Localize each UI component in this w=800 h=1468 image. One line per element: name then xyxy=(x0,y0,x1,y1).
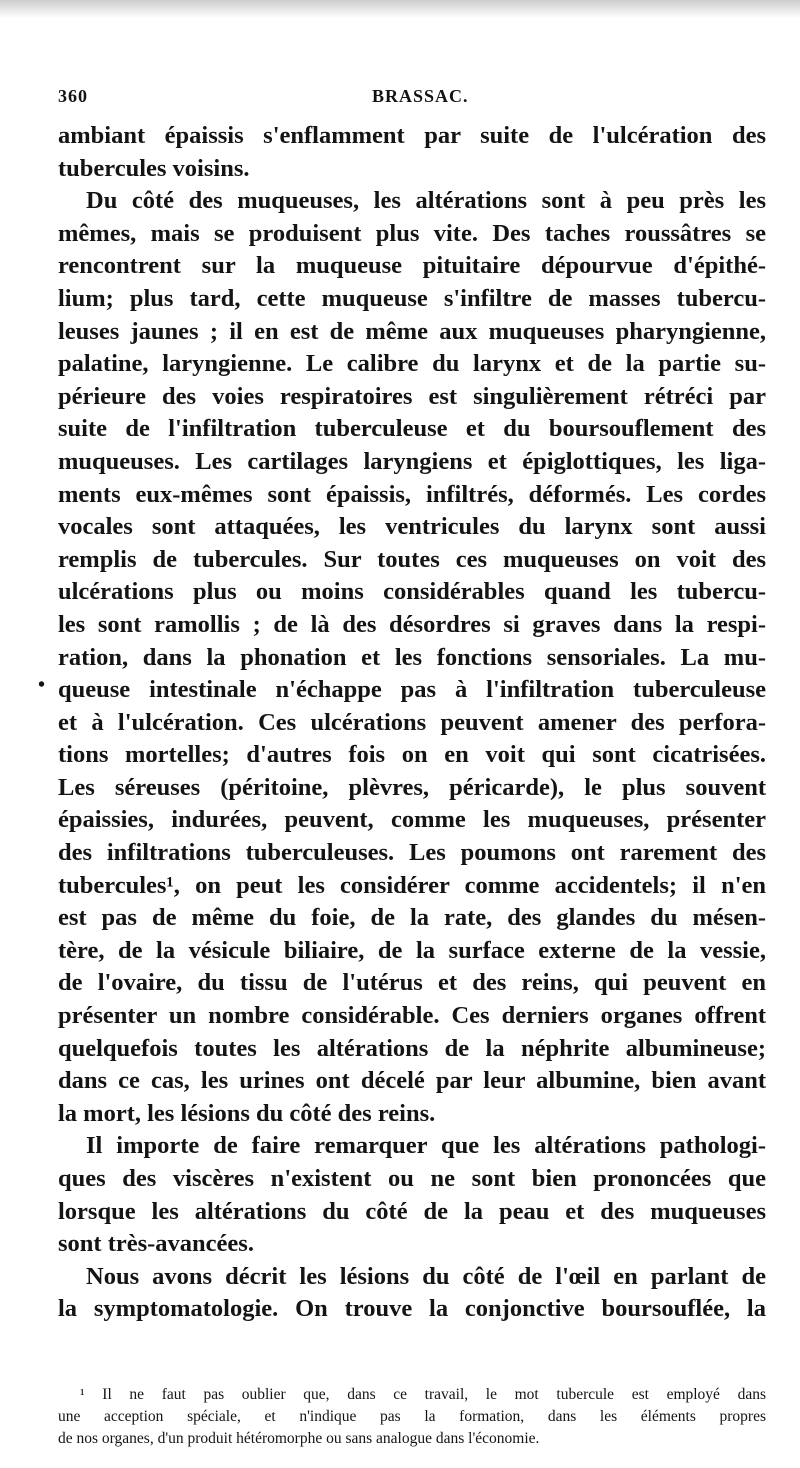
text-line: vocales sont attaquées, les ventricules du larynx sont aussi xyxy=(58,513,766,541)
footnote-line: une acception spéciale, et n'indique pas la formation, dans les éléments propres xyxy=(58,1408,766,1425)
text-line: présenter un nombre considérable. Ces derniers organes offrent xyxy=(58,1002,766,1030)
text-line: Les séreuses (péritoine, plèvres, péricarde), le plus souvent xyxy=(58,773,766,801)
footnote-line: de nos organes, d'un produit hétéromorphe ou sans analogue dans l'économie. xyxy=(58,1430,540,1447)
body-text xyxy=(58,120,766,1326)
text-line: ambiant épaissis s'enflamment par suite de l'ulcération des xyxy=(58,122,766,149)
text-line: mêmes, mais se produisent plus vite. Des taches roussâtres se xyxy=(58,219,766,247)
text-line: leuses jaunes ; il en est de même aux muqueuses pharyngienne, xyxy=(58,317,766,345)
text-line: les sont ramollis ; de là des désordres si graves dans la respi- xyxy=(58,610,766,638)
text-line: ques des viscères n'existent ou ne sont bien prononcées que xyxy=(58,1165,766,1192)
text-line: des infiltrations tuberculeuses. Les poumons ont rarement des xyxy=(58,839,766,867)
text-line: palatine, laryngienne. Le calibre du larynx et de la partie su- xyxy=(58,350,766,378)
text-line: remplis de tubercules. Sur toutes ces muqueuses on voit des xyxy=(58,545,766,573)
text-line: périeure des voies respiratoires est singulièrement rétréci par xyxy=(58,382,766,410)
text-line: ments eux-mêmes sont épaissis, infiltrés, déformés. Les cordes xyxy=(58,480,766,508)
text-line: tions mortelles; d'autres fois on en voit qui sont cicatrisées. xyxy=(58,741,766,769)
text-line: ulcérations plus ou moins considérables quand les tubercu- xyxy=(58,578,766,606)
text-line: de l'ovaire, du tissu de l'utérus et des reins, qui peuvent en xyxy=(58,969,766,997)
text-line: quelquefois toutes les altérations de la néphrite albumineuse; xyxy=(58,1034,766,1062)
text-line: la symptomatologie. On trouve la conjonctive boursouflée, la xyxy=(58,1295,766,1323)
text-line: la mort, les lésions du côté des reins. xyxy=(58,1099,436,1127)
footnotes xyxy=(58,1384,766,1450)
running-head: BRASSAC. xyxy=(372,86,469,106)
text-line: lium; plus tard, cette muqueuse s'infiltre de masses tubercu- xyxy=(58,284,766,312)
text-line: queuse intestinale n'échappe pas à l'infiltration tuberculeuse xyxy=(58,676,766,704)
text-line: sont très-avancées. xyxy=(58,1230,254,1258)
text-line: est pas de même du foie, de la rate, des glandes du mésen- xyxy=(58,904,766,932)
text-line: et à l'ulcération. Ces ulcérations peuvent amener des perfora- xyxy=(58,708,766,736)
margin-mark: • xyxy=(38,674,46,696)
footnote-line: ¹ Il ne faut pas oublier que, dans ce travail, le mot tubercule est employé dans xyxy=(80,1386,766,1403)
text-line: suite de l'infiltration tuberculeuse et du boursouflement des xyxy=(58,415,766,443)
text-line: tubercules¹, on peut les considérer comme accidentels; il n'en xyxy=(58,871,766,899)
scan-shadow xyxy=(0,0,800,18)
page-number: 360 xyxy=(58,86,88,106)
text-line: tubercules voisins. xyxy=(58,154,250,182)
text-line: Du côté des muqueuses, les altérations sont à peu près les xyxy=(86,187,766,215)
text-line: muqueuses. Les cartilages laryngiens et épiglottiques, les liga- xyxy=(58,447,766,475)
page-header xyxy=(58,86,758,112)
text-line: lorsque les altérations du côté de la peau et des muqueuses xyxy=(58,1197,766,1225)
text-line: ration, dans la phonation et les fonctions sensoriales. La mu- xyxy=(58,643,766,671)
text-line: rencontrent sur la muqueuse pituitaire dépourvue d'épithé- xyxy=(58,252,766,280)
text-line: Nous avons décrit les lésions du côté de l'œil en parlant de xyxy=(86,1262,766,1290)
text-line: épaissies, indurées, peuvent, comme les muqueuses, présenter xyxy=(58,806,766,834)
text-line: dans ce cas, les urines ont décelé par leur albumine, bien avant xyxy=(58,1067,766,1095)
text-line: Il importe de faire remarquer que les altérations pathologi- xyxy=(86,1132,766,1160)
text-line: tère, de la vésicule biliaire, de la surface externe de la vessie, xyxy=(58,936,766,964)
